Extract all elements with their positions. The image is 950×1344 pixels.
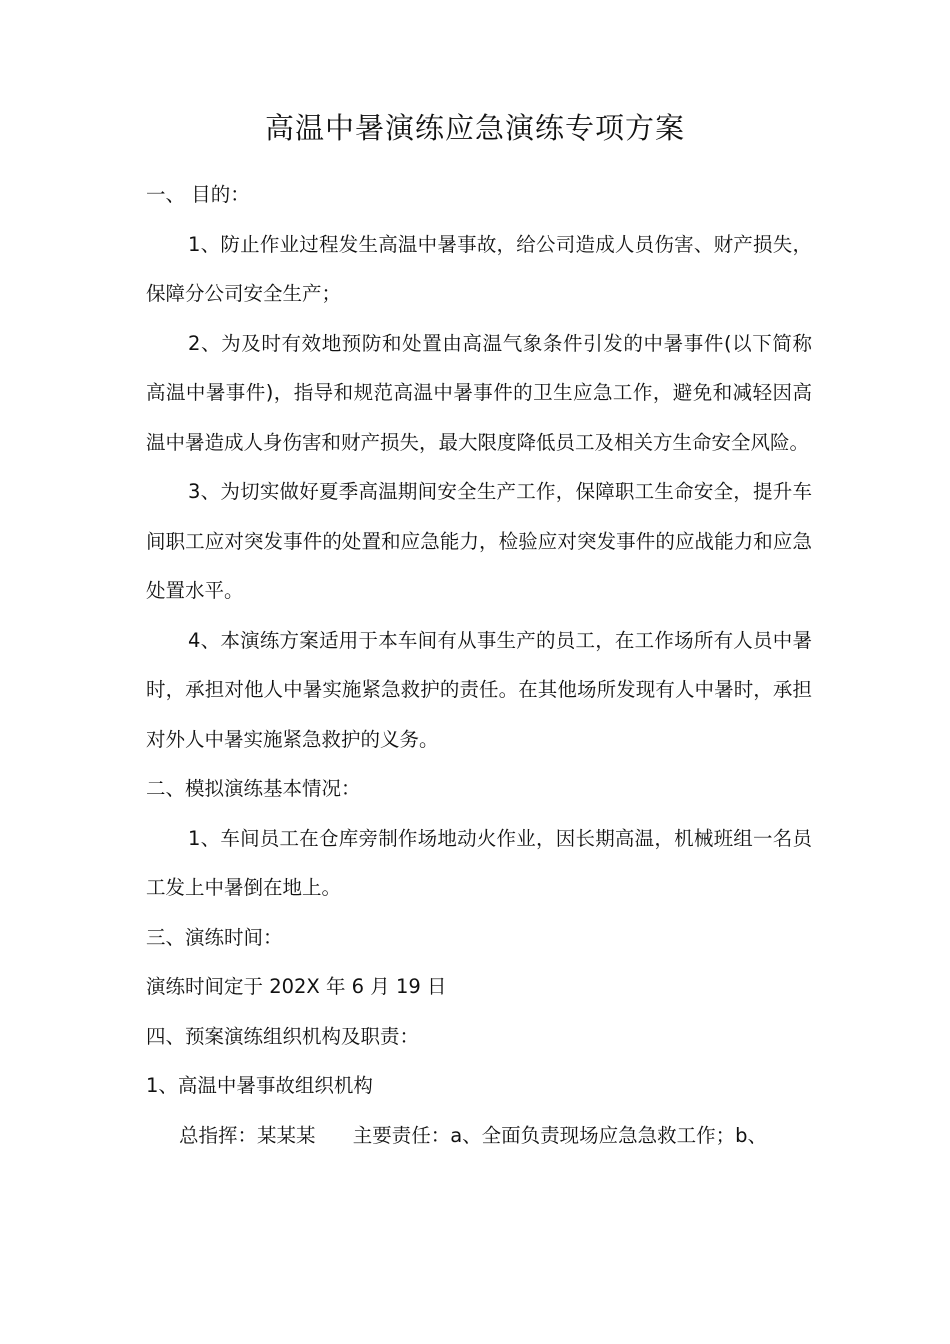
document-title: 高温中暑演练应急演练专项方案 (264, 111, 685, 145)
section-heading-time: 三、演练时间： (146, 925, 283, 949)
section-heading-organization: 四、预案演练组织机构及职责： (146, 1024, 420, 1048)
document-body (146, 170, 812, 1160)
paragraph-purpose-2: 2、为及时有效地预防和处置由高温气象条件引发的中暑事件(以下简称高温中暑事件)，指导和规范高温中暑事件的卫生应急工作，避免和减轻因高温中暑造成人身伤害和财产损失，最大限度降低员工及相关方生命安全风险。 (146, 331, 812, 454)
paragraph-purpose-4: 4、本演练方案适用于本车间有从事生产的员工，在工作场所有人员中暑时，承担对他人中暑实施紧急救护的责任。在其他场所发现有人中暑时，承担对外人中暑实施紧急救护的义务。 (146, 628, 812, 751)
paragraph-time: 演练时间定于 202X 年 6 月 19 日 (146, 975, 447, 998)
section-heading-scenario: 二、模拟演练基本情况： (146, 777, 361, 800)
paragraph-purpose-1: 1、防止作业过程发生高温中暑事故，给公司造成人员伤害、财产损失，保障分公司安全生产； (146, 232, 812, 305)
section-heading-purpose: 一、 目的： (146, 183, 250, 206)
paragraph-scenario-1: 1、车间员工在仓库旁制作场地动火作业，因长期高温，机械班组一名员工发上中暑倒在地上。 (146, 826, 812, 899)
paragraph-commander: 总指挥：某某某 主要责任：a、全面负责现场应急急救工作；b、 (179, 1123, 768, 1147)
paragraph-purpose-3: 3、为切实做好夏季高温期间安全生产工作，保障职工生命安全，提升车间职工应对突发事件的处置和应急能力，检验应对突发事件的应战能力和应急处置水平。 (146, 480, 812, 602)
subheading-organization-1: 1、高温中暑事故组织机构 (146, 1074, 373, 1097)
